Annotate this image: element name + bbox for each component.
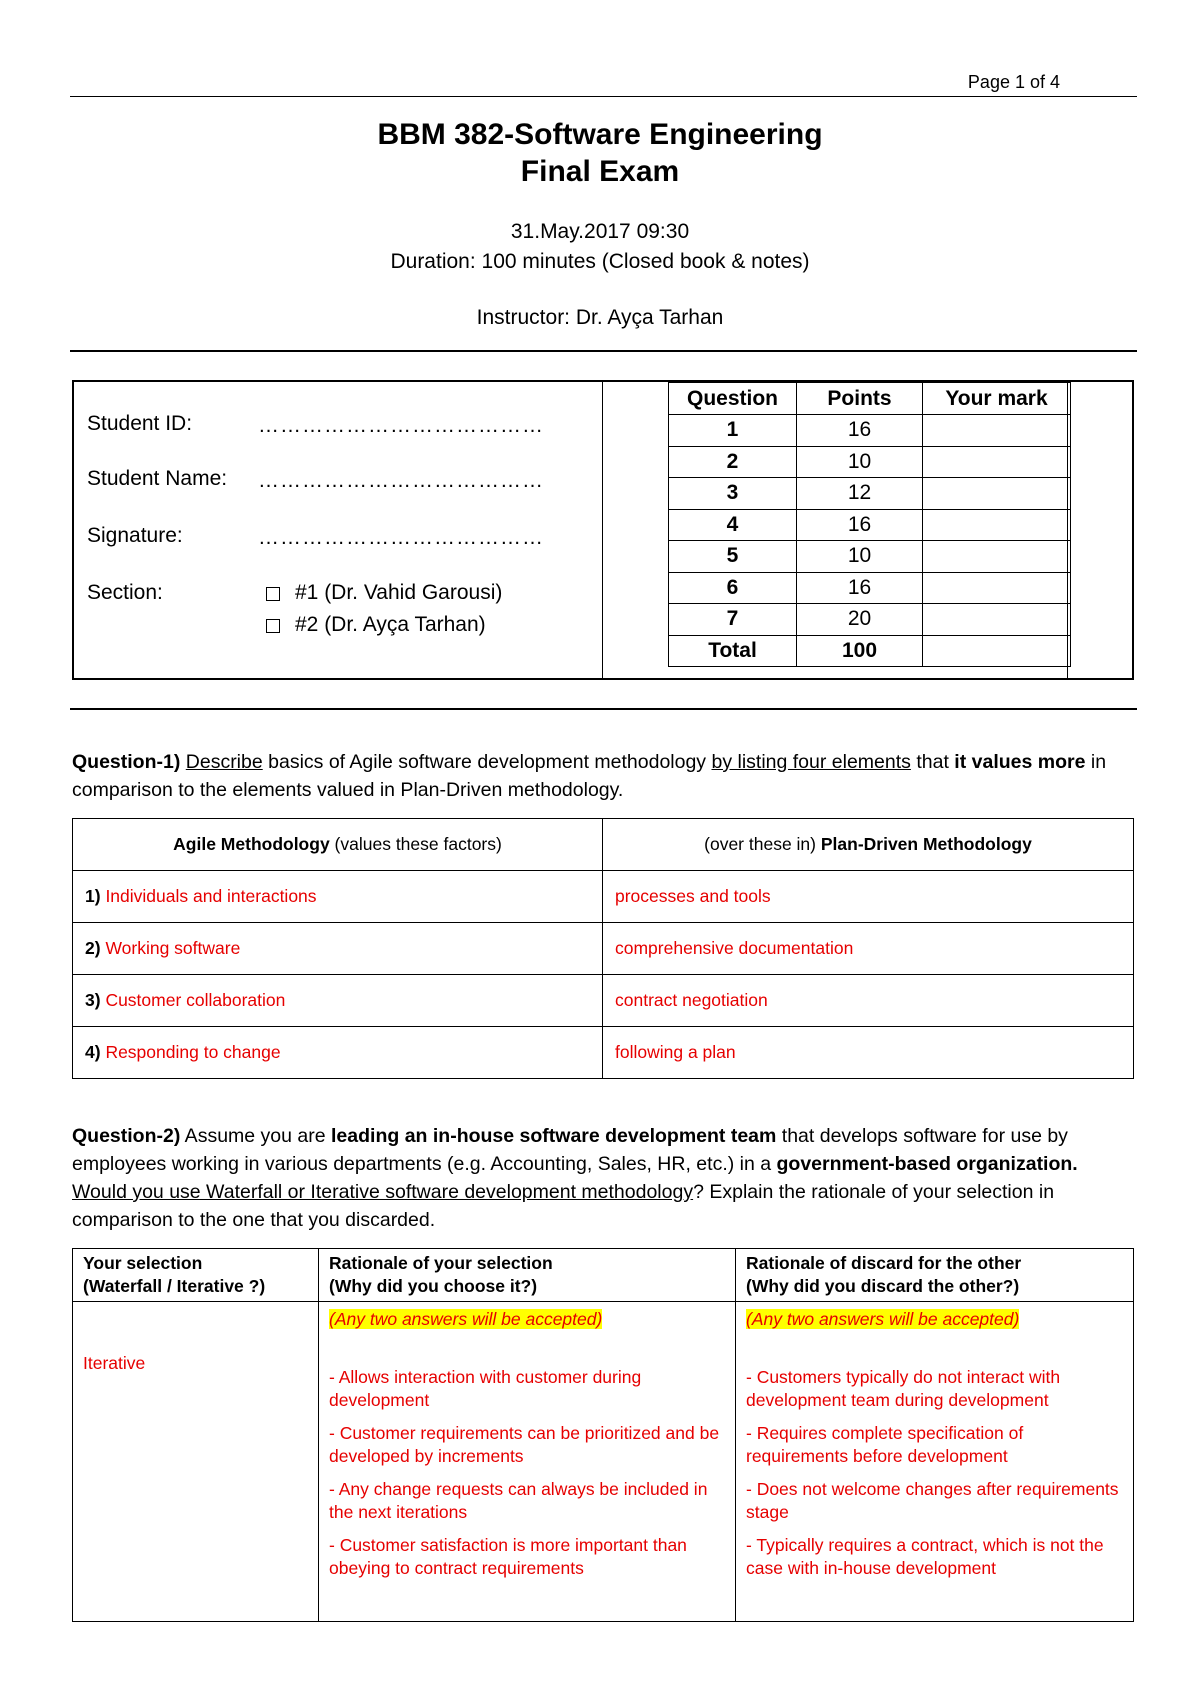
question-2-text bbox=[72, 1122, 1132, 1234]
table-row bbox=[669, 415, 1071, 447]
acceptance-note: (Any two answers will be accepted) bbox=[746, 1309, 1020, 1329]
divider bbox=[70, 350, 1137, 352]
choose-header bbox=[319, 1249, 736, 1302]
discard-reason: - Does not welcome changes after requirements stage bbox=[746, 1479, 1119, 1522]
question-points: 16 bbox=[797, 509, 923, 541]
q2-text-part: Assume you are bbox=[180, 1125, 332, 1147]
mark-cell[interactable] bbox=[923, 604, 1071, 636]
table-row bbox=[669, 572, 1071, 604]
agile-cell bbox=[73, 871, 603, 923]
q2-emphasis: Would you use Waterfall or Iterative software development methodology bbox=[72, 1181, 694, 1203]
discard-reason: - Typically requires a contract, which is not the case with in-house development bbox=[746, 1535, 1104, 1578]
table-row bbox=[73, 923, 1134, 975]
q1-text-part: in comparison to the elements valued in Plan-Driven methodology. bbox=[72, 751, 1107, 801]
section-2-label: #2 (Dr. Ayça Tarhan) bbox=[295, 613, 486, 636]
question-number: 2 bbox=[669, 446, 797, 478]
question-points: 16 bbox=[797, 572, 923, 604]
question-number: 1 bbox=[669, 415, 797, 447]
selection-header-title: Your selection bbox=[83, 1253, 203, 1273]
plan-answer: following a plan bbox=[603, 1027, 1134, 1079]
selection-cell bbox=[73, 1302, 319, 1622]
methodology-selection-table bbox=[72, 1248, 1134, 1622]
table-row bbox=[669, 478, 1071, 510]
points-header: Points bbox=[797, 383, 923, 415]
acceptance-note: (Any two answers will be accepted) bbox=[329, 1309, 603, 1329]
agile-answer: Responding to change bbox=[105, 1042, 281, 1062]
discard-reason: - Requires complete specification of requirements before development bbox=[746, 1423, 1024, 1466]
instructor: Instructor: Dr. Ayça Tarhan bbox=[476, 306, 724, 329]
signature-label: Signature: bbox=[87, 524, 183, 547]
choose-reason: - Allows interaction with customer during development bbox=[329, 1367, 642, 1410]
agile-cell bbox=[73, 975, 603, 1027]
agile-answer: Individuals and interactions bbox=[105, 886, 317, 906]
choose-cell bbox=[319, 1302, 736, 1622]
agile-cell bbox=[73, 1027, 603, 1079]
discard-cell bbox=[736, 1302, 1134, 1622]
choose-reason: - Customer satisfaction is more important than obeying to contract requirements bbox=[329, 1535, 687, 1578]
section-2-checkbox[interactable] bbox=[266, 619, 280, 633]
q1-text-part: that bbox=[910, 751, 955, 773]
total-row bbox=[669, 635, 1071, 667]
question-number: 6 bbox=[669, 572, 797, 604]
page-number: Page 1 of 4 bbox=[967, 72, 1060, 92]
plan-header bbox=[603, 819, 1134, 871]
plan-answer: processes and tools bbox=[603, 871, 1134, 923]
marks-table bbox=[668, 382, 1071, 667]
signature-field[interactable]: ………………………………… bbox=[258, 526, 544, 549]
agile-header-title: Agile Methodology bbox=[173, 834, 330, 854]
student-name-label: Student Name: bbox=[87, 467, 228, 490]
student-name-field[interactable]: ………………………………… bbox=[258, 469, 544, 492]
question-number: 7 bbox=[669, 604, 797, 636]
question-1-text bbox=[72, 748, 1132, 804]
student-id-label: Student ID: bbox=[87, 412, 193, 435]
total-points: 100 bbox=[797, 635, 923, 667]
q2-emphasis: government-based organization. bbox=[776, 1153, 1078, 1175]
section-1-checkbox[interactable] bbox=[266, 587, 280, 601]
question-points: 10 bbox=[797, 446, 923, 478]
selection-header-sub: (Waterfall / Iterative ?) bbox=[83, 1276, 266, 1296]
table-row bbox=[669, 604, 1071, 636]
exam-duration: Duration: 100 minutes (Closed book & notes) bbox=[390, 250, 810, 273]
plan-header-title: Plan-Driven Methodology bbox=[820, 834, 1032, 854]
mark-cell[interactable] bbox=[923, 572, 1071, 604]
table-row bbox=[669, 541, 1071, 573]
answer-row bbox=[73, 1302, 1134, 1622]
table-row bbox=[73, 1027, 1134, 1079]
agile-header-note: (values these factors) bbox=[329, 834, 502, 854]
q2-emphasis: leading an in-house software development team bbox=[331, 1125, 777, 1147]
discard-header bbox=[736, 1249, 1134, 1302]
table-row bbox=[669, 446, 1071, 478]
header-rule bbox=[70, 96, 1137, 97]
box-divider bbox=[602, 380, 603, 680]
mark-cell[interactable] bbox=[923, 478, 1071, 510]
q2-text-part: that develops software for use by employees working in various departments (e.g. Accounting, Sales, HR, etc.) in a bbox=[72, 1125, 1068, 1175]
plan-header-note: (over these in) bbox=[704, 834, 821, 854]
question-2-label: Question-2) bbox=[72, 1125, 181, 1147]
q1-emphasis: Describe bbox=[185, 751, 263, 773]
choose-reason: - Customer requirements can be prioritized and be developed by increments bbox=[329, 1423, 720, 1466]
total-mark-cell[interactable] bbox=[923, 635, 1071, 667]
question-header: Question bbox=[669, 383, 797, 415]
mark-cell[interactable] bbox=[923, 541, 1071, 573]
row-number: 1) bbox=[85, 886, 101, 906]
your-mark-header: Your mark bbox=[923, 383, 1071, 415]
selection-answer: Iterative bbox=[83, 1353, 146, 1373]
row-number: 3) bbox=[85, 990, 101, 1010]
agile-vs-plan-table bbox=[72, 818, 1134, 1079]
q1-emphasis: it values more bbox=[954, 751, 1086, 773]
student-id-field[interactable]: ………………………………… bbox=[258, 414, 544, 437]
course-title: BBM 382-Software Engineering bbox=[377, 118, 823, 151]
table-row bbox=[669, 509, 1071, 541]
agile-answer: Working software bbox=[105, 938, 241, 958]
mark-cell[interactable] bbox=[923, 415, 1071, 447]
question-points: 10 bbox=[797, 541, 923, 573]
question-number: 3 bbox=[669, 478, 797, 510]
agile-cell bbox=[73, 923, 603, 975]
question-points: 16 bbox=[797, 415, 923, 447]
mark-cell[interactable] bbox=[923, 446, 1071, 478]
selection-header bbox=[73, 1249, 319, 1302]
mark-cell[interactable] bbox=[923, 509, 1071, 541]
question-points: 20 bbox=[797, 604, 923, 636]
table-row bbox=[73, 871, 1134, 923]
choose-header-sub: (Why did you choose it?) bbox=[329, 1276, 538, 1296]
divider bbox=[70, 708, 1137, 710]
q2-text-part: ? Explain the rationale of your selection in comparison to the one that you discarded. bbox=[72, 1181, 1055, 1231]
discard-header-title: Rationale of discard for the other bbox=[746, 1253, 1022, 1273]
agile-answer: Customer collaboration bbox=[105, 990, 286, 1010]
total-label: Total bbox=[669, 635, 797, 667]
question-number: 4 bbox=[669, 509, 797, 541]
exam-date: 31.May.2017 09:30 bbox=[510, 220, 690, 243]
section-1-label: #1 (Dr. Vahid Garousi) bbox=[295, 581, 503, 604]
question-number: 5 bbox=[669, 541, 797, 573]
q1-emphasis: by listing four elements bbox=[711, 751, 911, 773]
table-row bbox=[73, 975, 1134, 1027]
question-points: 12 bbox=[797, 478, 923, 510]
row-number: 4) bbox=[85, 1042, 101, 1062]
discard-reason: - Customers typically do not interact with development team during development bbox=[746, 1367, 1061, 1410]
section-label: Section: bbox=[87, 581, 163, 604]
question-1-label: Question-1) bbox=[72, 751, 181, 773]
plan-answer: contract negotiation bbox=[603, 975, 1134, 1027]
choose-reason: - Any change requests can always be included in the next iterations bbox=[329, 1479, 708, 1522]
agile-header bbox=[73, 819, 603, 871]
discard-header-sub: (Why did you discard the other?) bbox=[746, 1276, 1020, 1296]
exam-title: Final Exam bbox=[520, 155, 680, 188]
plan-answer: comprehensive documentation bbox=[603, 923, 1134, 975]
q1-text-part: basics of Agile software development methodology bbox=[262, 751, 712, 773]
row-number: 2) bbox=[85, 938, 101, 958]
choose-header-title: Rationale of your selection bbox=[329, 1253, 553, 1273]
